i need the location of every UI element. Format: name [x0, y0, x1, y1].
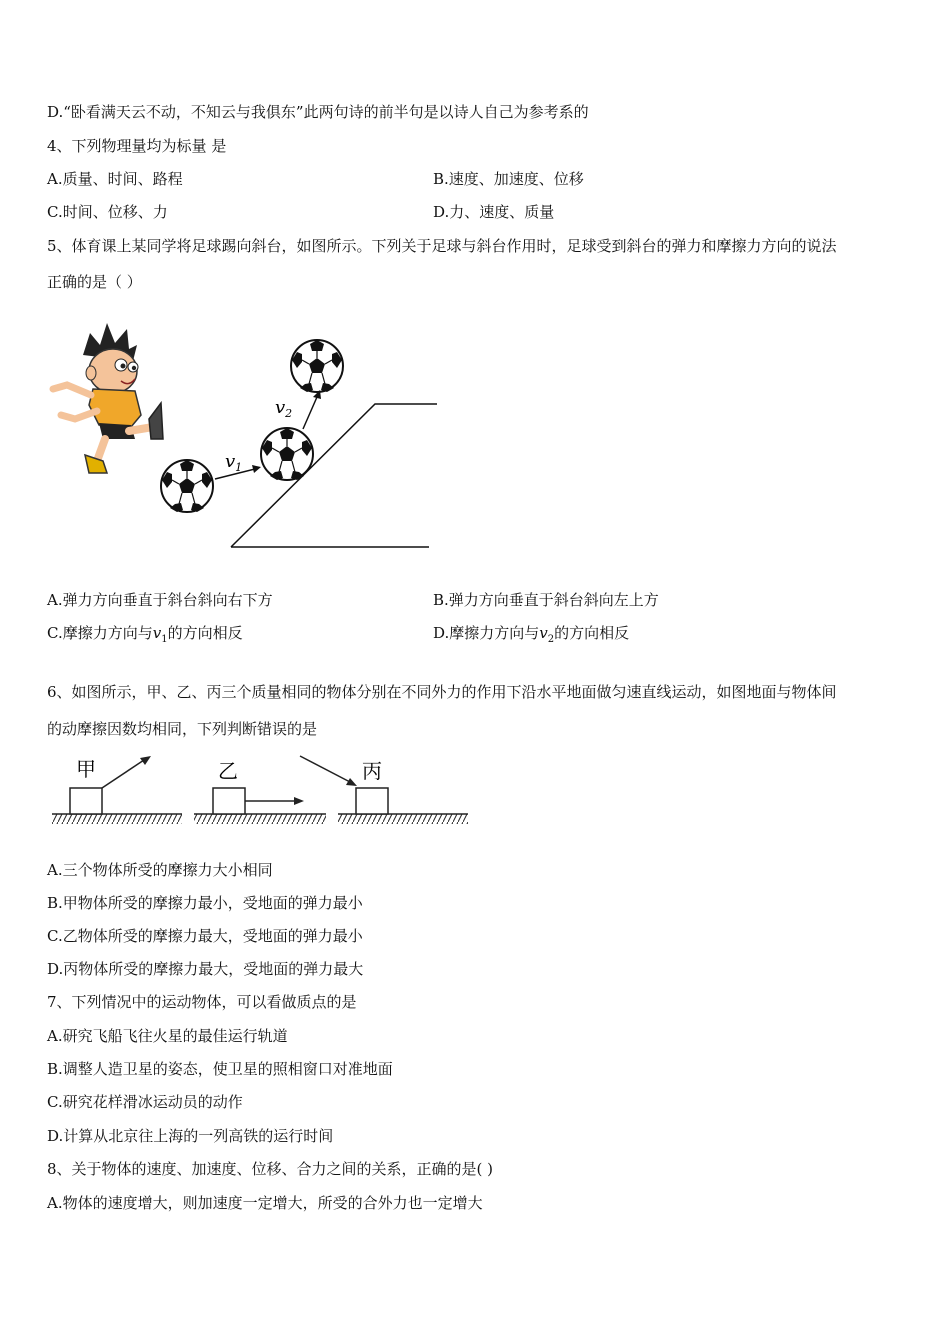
q4-option-d: D.力、速度、质量 — [433, 203, 555, 221]
label-bing: 丙 — [362, 759, 382, 783]
q5-option-c-sub: 1 — [161, 634, 168, 645]
q5-option-d-var: v — [539, 624, 548, 642]
q4-option-a: A.质量、时间、路程 — [47, 170, 183, 188]
q7-option-d: D.计算从北京往上海的一列高铁的运行时间 — [47, 1127, 334, 1145]
soccer-ball-2 — [261, 428, 313, 480]
q5-stem-line2: 正确的是（ ） — [47, 273, 142, 291]
q7-stem: 7、下列情况中的运动物体，可以看做质点的是 — [47, 993, 357, 1011]
q5-option-c-var: v — [152, 624, 162, 642]
q7-option-c: C.研究花样滑冰运动员的动作 — [47, 1093, 243, 1111]
q5-stem-line1: 5、体育课上某同学将足球踢向斜台，如图所示。下列关于足球与斜台作用时，足球受到斜台的弹力和摩擦力方向的说法 — [47, 237, 837, 255]
q6-option-c: C.乙物体所受的摩擦力最大，受地面的弹力最小 — [47, 927, 363, 945]
force-arrow-jia — [102, 756, 151, 788]
q6-stem-line1: 6、如图所示，甲、乙、丙三个质量相同的物体分别在不同外力的作用下沿水平地面做匀速直线运动，如图地面与物体间 — [47, 683, 837, 701]
q5-option-b: B.弹力方向垂直于斜台斜向左上方 — [433, 591, 659, 609]
v2-arrow — [303, 390, 321, 429]
ground-bing — [338, 814, 468, 824]
q7-option-a: A.研究飞船飞往火星的最佳运行轨道 — [47, 1027, 288, 1045]
q5-option-d — [433, 623, 629, 650]
q5-option-c — [47, 623, 243, 650]
q4-option-b: B.速度、加速度、位移 — [433, 170, 584, 188]
ground-yi — [194, 814, 326, 824]
q5-figure — [45, 315, 465, 565]
q5-option-d-text: D.摩擦力方向与 — [433, 624, 540, 642]
v1-label: $v_1$ — [225, 451, 243, 474]
q5-option-c-tail: 的方向相反 — [167, 624, 243, 642]
q5-option-d-sub: 2 — [547, 634, 555, 645]
q6-option-a: A.三个物体所受的摩擦力大小相同 — [47, 861, 273, 879]
block-bing — [356, 788, 388, 814]
q5-option-d-tail: 的方向相反 — [554, 624, 630, 642]
force-arrow-yi — [245, 797, 304, 805]
q6-option-b: B.甲物体所受的摩擦力最小，受地面的弹力最小 — [47, 894, 363, 912]
q6-option-d: D.丙物体所受的摩擦力最大，受地面的弹力最大 — [47, 960, 364, 978]
soccer-ball-1 — [161, 460, 213, 512]
block-jia — [70, 788, 102, 814]
q4-stem: 4、下列物理量均为标量 是 — [47, 137, 227, 155]
q5-option-c-text: C.摩擦力方向与 — [47, 624, 153, 642]
force-arrow-bing — [300, 756, 357, 786]
q3-option-d: D.“卧看满天云不动，不知云与我俱东”此两句诗的前半句是以诗人自己为参考系的 — [47, 103, 589, 121]
label-jia: 甲 — [76, 757, 96, 781]
q5-option-a: A.弹力方向垂直于斜台斜向右下方 — [47, 591, 273, 609]
boy-kicking-illustration — [53, 323, 163, 473]
incline-outline — [231, 404, 437, 547]
q4-option-c: C.时间、位移、力 — [47, 203, 168, 221]
ground-jia — [52, 814, 182, 824]
block-yi — [213, 788, 245, 814]
q6-stem-line2: 的动摩擦因数均相同，下列判断错误的是 — [47, 720, 318, 738]
label-yi: 乙 — [218, 759, 238, 783]
q8-option-a: A.物体的速度增大，则加速度一定增大，所受的合外力也一定增大 — [47, 1194, 483, 1212]
q6-figure — [48, 752, 478, 827]
soccer-ball-3 — [291, 340, 343, 392]
q7-option-b: B.调整人造卫星的姿态，使卫星的照相窗口对准地面 — [47, 1060, 393, 1078]
q8-stem: 8、关于物体的速度、加速度、位移、合力之间的关系，正确的是( ) — [47, 1160, 494, 1178]
v2-label: $v_2$ — [275, 397, 293, 420]
